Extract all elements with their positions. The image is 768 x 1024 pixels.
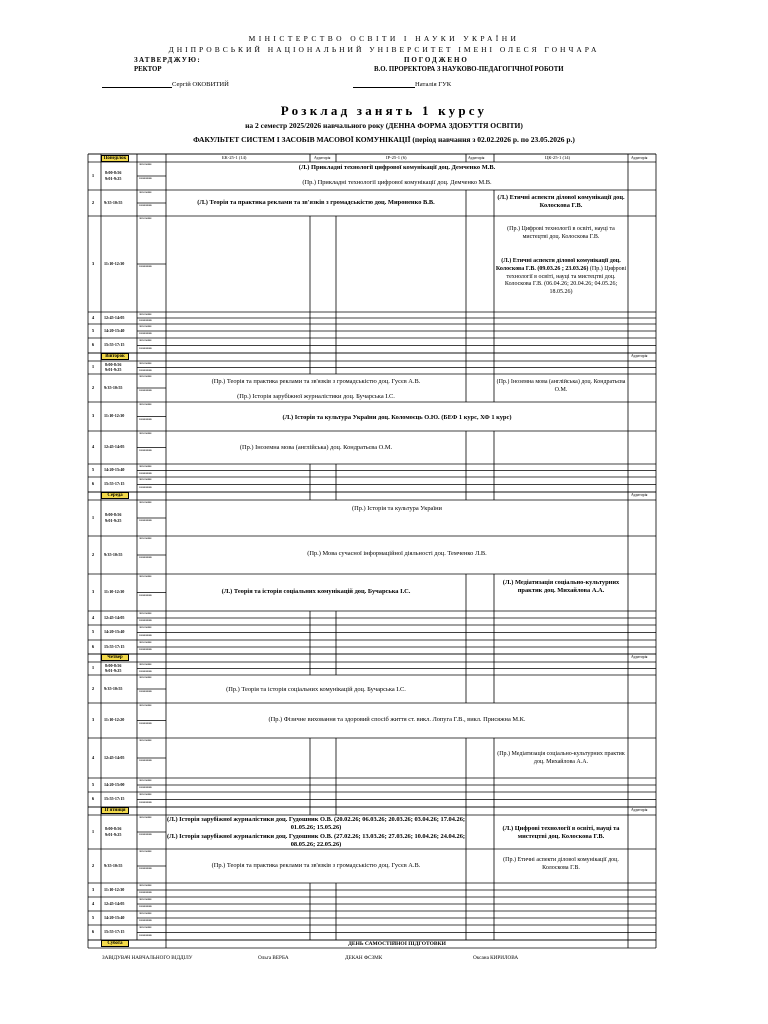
denominator-label: знаменник	[139, 485, 152, 489]
agreer-name: Наталія ГУК	[415, 81, 452, 88]
numerator-label: чисельник	[139, 163, 152, 166]
lesson-fri1-journalism-a: (Л.) Історія зарубіжної журналістики доц. Гудошник О.В. (20.02.26; 06.03.26; 20.03.26; 03.04.26; 17.04.26; 01.05.26; 15.05.26)	[166, 816, 466, 832]
pair-time: 8:00-8:56	[105, 170, 122, 175]
denominator-label: знаменник	[139, 417, 152, 421]
numerator-label: чисельник	[139, 501, 152, 504]
pair-time: 8:00-8:56	[105, 361, 122, 367]
denominator-label: знаменник	[139, 648, 152, 651]
pair-number: 3	[91, 589, 95, 594]
numerator-label: чисельник	[139, 537, 152, 540]
denominator-label: знаменник	[139, 690, 152, 693]
denominator-label: знаменник	[139, 448, 152, 452]
denominator-label: знаменник	[139, 319, 152, 322]
denominator-label: знаменник	[139, 905, 152, 908]
audience-header-tue: Аудиторія	[631, 354, 648, 358]
pair-number: 4	[91, 444, 95, 449]
footer-dean-label: ДЕКАН ФСЗМК	[345, 955, 383, 961]
pair-number: 1	[91, 665, 95, 670]
denominator-label: знаменник	[139, 867, 152, 870]
numerator-label: чисельник	[139, 465, 152, 468]
numerator-label: чисельник	[139, 926, 152, 929]
numerator-label: чисельник	[139, 432, 152, 435]
lesson-wed3-social-comm: (Л.) Теорія та історія соціальних комунікацій доц. Бучарська І.С.	[221, 588, 411, 595]
numerator-label: чисельник	[139, 478, 152, 481]
footer-head-name: Ольга ВЕРБА	[258, 955, 289, 961]
denominator-label: знаменник	[139, 593, 152, 597]
lesson-tue3-history-culture: (Л.) Історія та культура України доц. Коломоєць О.Ю. (БЕФ 1 курс, ХФ 1 курс)	[282, 414, 512, 421]
numerator-label: чисельник	[139, 676, 152, 679]
pair-number: 5	[91, 629, 95, 634]
approver-position: РЕКТОР	[134, 66, 162, 73]
numerator-label: чисельник	[139, 704, 152, 707]
pair-number: 6	[91, 929, 95, 934]
lesson-thu3-physical-education: (Пр.) Фізичне виховання та здоровий спосіб життя ст. викл. Лопуга Г.В., викл. Присяжна М.К.	[268, 716, 526, 723]
day-friday: П'ятниця	[101, 807, 129, 814]
lesson-wed1-history-culture: (Пр.) Історія та культура України	[352, 505, 442, 512]
numerator-label: чисельник	[139, 641, 152, 644]
numerator-label: чисельник	[139, 626, 152, 629]
denominator-label: знаменник	[139, 833, 152, 836]
numerator-label: чисельник	[139, 739, 152, 742]
pair-number: 1	[91, 828, 95, 834]
denominator-label: знаменник	[139, 619, 152, 622]
pair-number: 5	[91, 327, 95, 333]
pair-time: 12:45-14:05	[104, 314, 125, 320]
numerator-label: чисельник	[139, 612, 152, 615]
pair-time: 14:20-15:40	[104, 629, 125, 635]
footer-dean-name: Оксана КИРИЛОВА	[473, 955, 519, 961]
lesson-fri1-journalism-b: (Л.) Історія зарубіжної журналістики доц. Гудошник О.В. (27.02.26; 13.03.26; 27.03.26; 10.04.26; 24.04.26; 08.05.26; 22.05.26)	[166, 833, 466, 849]
pair-number: 4	[91, 614, 95, 620]
lesson-mon2-lecture: (Л.) Теорія та практика реклами та зв'язків з громадськістю доц. Мироненко В.В.	[197, 199, 435, 206]
pair-number: 3	[91, 717, 95, 722]
group-header-bk: БК-25-1 (14)	[222, 155, 247, 160]
numerator-label: чисельник	[139, 339, 152, 342]
numerator-label: чисельник	[139, 816, 152, 819]
pair-time: 11:10-12:30	[104, 886, 125, 892]
denominator-label: знаменник	[139, 332, 152, 335]
pair-time: 14:20-15:40	[104, 914, 125, 920]
numerator-label: чисельник	[139, 191, 152, 194]
lesson-fri1-digital: (Л.) Цифрові технології в освіті, науці та мистецтві доц. Колоскова Г.В.	[502, 825, 620, 841]
pair-time: 15:55-17:15	[104, 929, 125, 935]
denominator-label: знаменник	[139, 204, 152, 207]
group-header-ck: ЦК-25-1 (14)	[545, 155, 571, 160]
numerator-label: чисельник	[139, 663, 152, 666]
numerator-label: чисельник	[139, 362, 152, 365]
faculty-subtitle: ФАКУЛЬТЕТ СИСТЕМ І ЗАСОБІВ МАСОВОЇ КОМУНІКАЦІЇ (період навчання з 02.02.2026 р. по 23.05.2026 р.)	[193, 135, 575, 144]
audience-header-fri: Аудиторія	[631, 808, 648, 812]
pair-time: 15:55-17:15	[104, 796, 125, 802]
ministry-heading: МІНІСТЕРСТВО ОСВІТИ І НАУКИ УКРАЇНИ	[248, 34, 520, 43]
numerator-label: чисельник	[139, 898, 152, 901]
denominator-label: знаменник	[139, 933, 152, 937]
pair-time: 9:35-10:55	[104, 551, 123, 557]
lesson-mon3-digital-dates: (Пр.) Цифрові технології в освіті, науці та мистецтві доц. Колоскова Г.В. (06.04.26; 20.04.26; 04.05.26; 18.05.26)	[504, 265, 627, 296]
pair-time: 9:01-9:25	[105, 517, 122, 523]
footer-head-label: ЗАВІДУВАЧ НАВЧАЛЬНОГО ВІДДІЛУ	[102, 955, 193, 961]
pair-number: 5	[91, 781, 95, 787]
denominator-label: знаменник	[139, 556, 152, 559]
pair-time: 9:01-9:25	[105, 367, 122, 372]
pair-number: 6	[91, 796, 95, 801]
approve-label: ЗАТВЕРДЖУЮ:	[134, 56, 201, 64]
pair-time: 12:45-14:05	[104, 900, 125, 906]
pair-number: 4	[91, 314, 95, 320]
pair-number: 2	[91, 685, 95, 691]
pair-time: 9:35-10:55	[104, 862, 123, 868]
numerator-label: чисельник	[139, 217, 152, 220]
pair-number: 2	[91, 199, 95, 205]
numerator-label: чисельник	[139, 403, 152, 406]
pair-time: 9:01-9:25	[105, 668, 122, 673]
lesson-mon1-practice: (Пр.) Прикладні технології цифрової комунікації доц. Демченко М.В.	[302, 179, 492, 186]
pair-time: 8:00-8:56	[105, 826, 122, 831]
pair-number: 3	[91, 260, 95, 266]
day-monday: Понеділок	[101, 155, 129, 162]
pair-time: 15:55-17:15	[104, 481, 125, 487]
pair-time: 14:20-15:40	[104, 327, 125, 333]
pair-time: 12:45-14:05	[104, 444, 125, 450]
schedule-title: Розклад занять 1 курсу	[280, 103, 488, 118]
audience-header-1: Аудиторія	[314, 156, 331, 160]
numerator-label: чисельник	[139, 325, 152, 328]
lesson-fri2-ethics: (Пр.) Етичні аспекти ділової комунікації доц. Колоскова Г.В.	[503, 857, 619, 871]
audience-header-wed: Аудиторія	[631, 493, 648, 497]
university-heading: ДНІПРОВСЬКИЙ НАЦІОНАЛЬНИЙ УНІВЕРСИТЕТ ІМЕНІ ОЛЕСЯ ГОНЧАРА	[168, 45, 600, 54]
agreer-position: В.О. ПРОРЕКТОРА З НАУКОВО-ПЕДАГОГІЧНОЇ РОБОТИ	[374, 66, 564, 73]
pair-number: 3	[91, 886, 95, 892]
pair-time: 14:20-15:00	[104, 781, 125, 787]
lesson-wed3-mediatization: (Л.) Медіатизація соціально-культурних практик доц. Михайлова А.А.	[502, 579, 620, 595]
pair-time: 15:55-17:15	[104, 342, 125, 348]
pair-time: 11:10-12:30	[104, 260, 125, 266]
denominator-label: знаменник	[139, 891, 152, 894]
pair-number: 3	[91, 413, 95, 418]
denominator-label: знаменник	[139, 519, 152, 522]
numerator-label: чисельник	[139, 375, 152, 378]
lesson-tue4-english: (Пр.) Іноземна мова (англійська) доц. Кондратьєва О.М.	[239, 444, 393, 451]
lesson-mon3-digital: (Пр.) Цифрові технології в освіті, науці та мистецтві доц. Колоскова Г.В.	[507, 226, 615, 240]
pair-time: 12:45-14:05	[104, 614, 125, 620]
pair-time: 9:01-9:25	[105, 175, 122, 181]
denominator-label: знаменник	[139, 389, 152, 392]
numerator-label: чисельник	[139, 779, 152, 782]
numerator-label: чисельник	[139, 912, 152, 915]
pair-time: 11:10-12:20	[104, 717, 125, 723]
pair-time: 14:20-15:40	[104, 467, 125, 473]
lesson-mon3-ethics: (Л.) Етичні аспекти ділової комунікації доц. Колоскова Г.В. (09.03.26 ; 23.03.26) (Пр.) Цифрові технології в освіті, науці та мистецтві доц. Колоскова Г.В. (06.04.26; 20.04.26; 04.05.26; 18.05.26)	[495, 258, 627, 296]
pair-number: 4	[91, 754, 95, 760]
denominator-label: знаменник	[139, 368, 152, 372]
lesson-tue2-english: (Пр.) Іноземна мова (англійська) доц. Кондратьєва О.М.	[496, 379, 626, 393]
lesson-thu4-mediatization: (Пр.) Медіатизація соціально-культурних практик доц. Михайлова А.А.	[497, 751, 625, 765]
lesson-tue2-history: (Пр.) Історія зарубіжної журналістики доц. Бучарська І.С.	[237, 393, 395, 400]
day-saturday: Субота	[101, 940, 129, 947]
agree-label: ПОГОДЖЕНО	[404, 56, 469, 64]
pair-number: 6	[91, 481, 95, 486]
pair-number: 1	[91, 172, 95, 178]
denominator-label: знаменник	[139, 471, 152, 475]
audience-header-thu: Аудиторія	[631, 655, 648, 659]
pair-time: 8:00-8:56	[105, 662, 122, 668]
denominator-label: знаменник	[139, 346, 152, 350]
pair-number: 4	[91, 900, 95, 906]
lesson-mon2-ethics: (Л.) Етичні аспекти ділової комунікації доц. Колоскова Г.В.	[497, 194, 625, 210]
group-header-ir: ІР-25-1 (6)	[386, 155, 407, 160]
pair-number: 5	[91, 467, 95, 472]
pair-time: 11:10-12:30	[104, 589, 125, 595]
pair-time: 8:00-8:56	[105, 512, 122, 517]
pair-time: 11:10-12:30	[104, 413, 125, 419]
lesson-mon1-lecture: (Л.) Прикладні технології цифрової комунікації доц. Демченко М.В.	[298, 164, 496, 171]
pair-time: 9:35-10:55	[104, 199, 123, 205]
pair-time: 9:35-10:55	[104, 685, 123, 691]
numerator-label: чисельник	[139, 884, 152, 887]
numerator-label: чисельник	[139, 850, 152, 853]
pair-number: 2	[91, 551, 95, 557]
lesson-wed2-language: (Пр.) Мова сучасної інформаційної діяльності доц. Темченко Л.В.	[307, 550, 487, 557]
pair-number: 2	[91, 862, 95, 868]
day-wednesday: Середа	[101, 492, 129, 499]
denominator-label: знаменник	[139, 669, 152, 673]
semester-subtitle: на 2 семестр 2025/2026 навчального року (ДЕННА ФОРМА ЗДОБУТТЯ ОСВІТИ)	[245, 121, 523, 130]
pair-number: 6	[91, 342, 95, 347]
lesson-fri2-advertising: (Пр.) Теорія та практика реклами та зв'язків з громадськістю доц. Гусєв А.В.	[211, 862, 421, 869]
pair-time: 12:45-14:05	[104, 754, 125, 760]
lesson-thu2-social-comm: (Пр.) Теорія та історія соціальних комунікацій доц. Бучарська І.С.	[226, 686, 406, 693]
day-thursday: Четвер	[101, 654, 129, 661]
pair-time: 9:35-10:55	[104, 384, 123, 390]
day-tuesday: Вівторок	[101, 353, 129, 360]
lesson-tue2-advertising: (Пр.) Теорія та практика реклами та зв'язків з громадськістю доц. Гусєв А.В.	[211, 378, 421, 385]
numerator-label: чисельник	[139, 793, 152, 796]
denominator-label: знаменник	[139, 800, 152, 804]
denominator-label: знаменник	[139, 786, 152, 789]
audience-header-2: Аудиторія	[468, 156, 485, 160]
denominator-label: знаменник	[139, 721, 152, 725]
numerator-label: чисельник	[139, 313, 152, 316]
pair-number: 6	[91, 643, 95, 649]
pair-time: 9:01-9:25	[105, 831, 122, 837]
audience-header-3: Аудиторія	[631, 156, 648, 160]
pair-time: 15:55-17:15	[104, 643, 125, 649]
pair-number: 1	[91, 514, 95, 520]
denominator-label: знаменник	[139, 177, 152, 180]
denominator-label: знаменник	[139, 759, 152, 762]
denominator-label: знаменник	[139, 633, 152, 637]
denominator-label: знаменник	[139, 265, 152, 268]
approver-name: Сергій ОКОВИТИЙ	[172, 81, 229, 88]
saturday-self-study: ДЕНЬ САМОСТІЙНОЇ ПІДГОТОВКИ	[348, 941, 446, 947]
pair-number: 1	[91, 364, 95, 369]
pair-number: 2	[91, 384, 95, 390]
pair-number: 5	[91, 914, 95, 920]
numerator-label: чисельник	[139, 575, 152, 578]
denominator-label: знаменник	[139, 919, 152, 922]
